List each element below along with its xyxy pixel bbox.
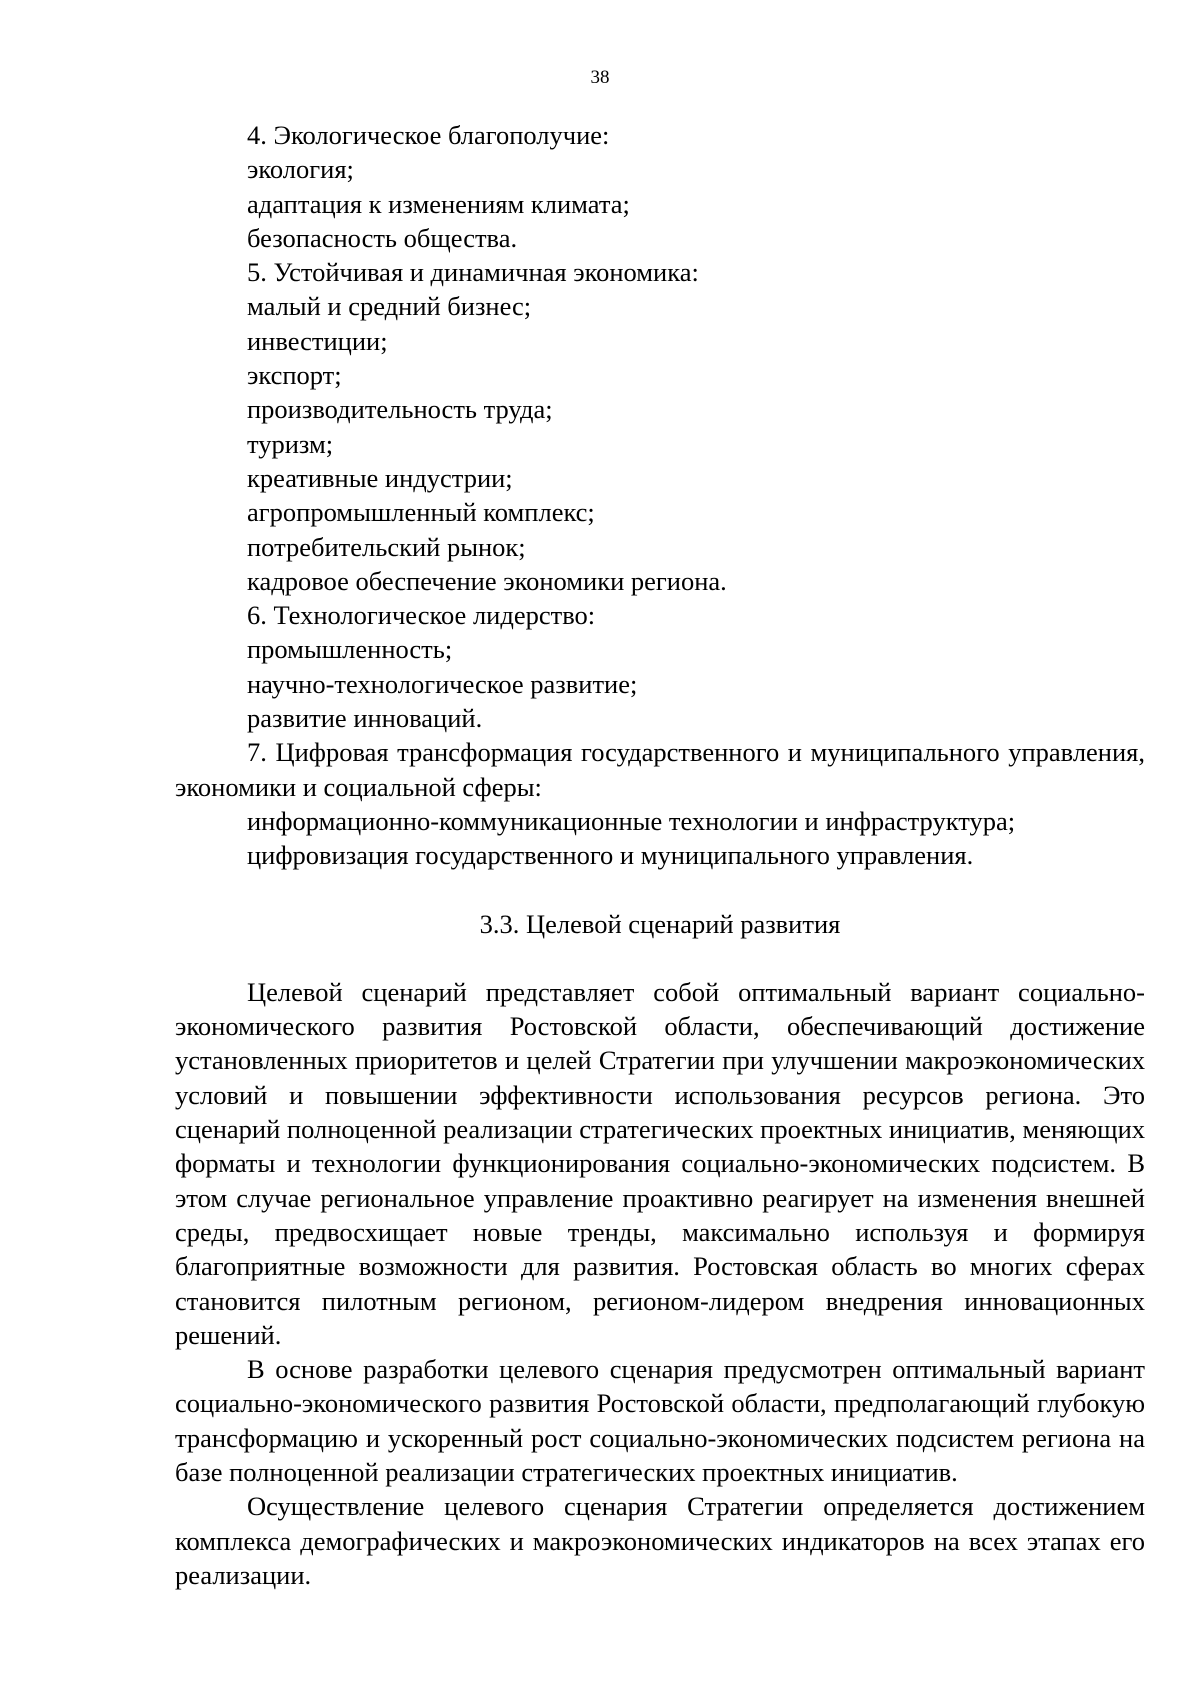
- document-body: [175, 118, 1145, 1592]
- list-item: экология;: [247, 154, 354, 185]
- list-item: адаптация к изменениям климата;: [247, 188, 630, 219]
- list-item: агропромышленный комплекс;: [247, 497, 595, 528]
- list-item: производительность труда;: [247, 394, 553, 425]
- list-heading-ecology: 4. Экологическое благополучие:: [247, 120, 610, 150]
- paragraph: Осуществление целевого сценария Стратегии определяется достижением комплекса демографических и макроэкономических индикаторов на всех этапах его реализации.: [175, 1491, 1145, 1590]
- list-item: цифровизация государственного и муниципального управления.: [247, 840, 974, 871]
- list-item: безопасность общества.: [247, 222, 518, 253]
- list-item: инвестиции;: [247, 325, 388, 356]
- list-item: креативные индустрии;: [247, 462, 513, 493]
- list-item: малый и средний бизнес;: [247, 291, 532, 322]
- section-title: 3.3. Целевой сценарий развития: [479, 908, 841, 939]
- list-item: кадровое обеспечение экономики региона.: [247, 565, 727, 596]
- list-item: потребительский рынок;: [247, 531, 526, 562]
- list-item: информационно-коммуникационные технологии и инфраструктура;: [247, 805, 1016, 836]
- paragraph: В основе разработки целевого сценария предусмотрен оптимальный вариант социально-экономического развития Ростовской области, предполагающий глубокую трансформацию и ускоренный рост социально-экономических подсистем региона на базе полноценной реализации стратегических проектных инициатив.: [175, 1354, 1145, 1487]
- list-heading-digital: 7. Цифровая трансформация государственного и муниципального управления, экономики и социальной сферы:: [175, 737, 1145, 802]
- list-item: промышленность;: [247, 634, 453, 665]
- list-item: туризм;: [247, 428, 334, 459]
- list-item: развитие инноваций.: [247, 703, 483, 734]
- page-number: 38: [590, 67, 610, 88]
- list-heading-economy: 5. Устойчивая и динамичная экономика:: [247, 257, 699, 288]
- list-item: экспорт;: [247, 360, 342, 391]
- list-heading-technology: 6. Технологическое лидерство:: [247, 600, 596, 631]
- paragraph: Целевой сценарий представляет собой оптимальный вариант социально-экономического развития Ростовской области, обеспечивающий достижение установленных приоритетов и целей Стратегии при улучшении макроэкономических условий и повышении эффективности использования ресурсов региона. Это сценарий полноценной реализации стратегических проектных инициатив, меняющих форматы и технологии функционирования социально-экономических подсистем. В этом случае региональное управление проактивно реагирует на изменения внешней среды, предвосхищает новые тренды, максимально используя и формируя благоприятные возможности для развития. Ростовская область во многих сферах становится пилотным регионом, регионом-лидером внедрения инновационных решений.: [175, 976, 1145, 1350]
- list-item: научно-технологическое развитие;: [247, 668, 638, 699]
